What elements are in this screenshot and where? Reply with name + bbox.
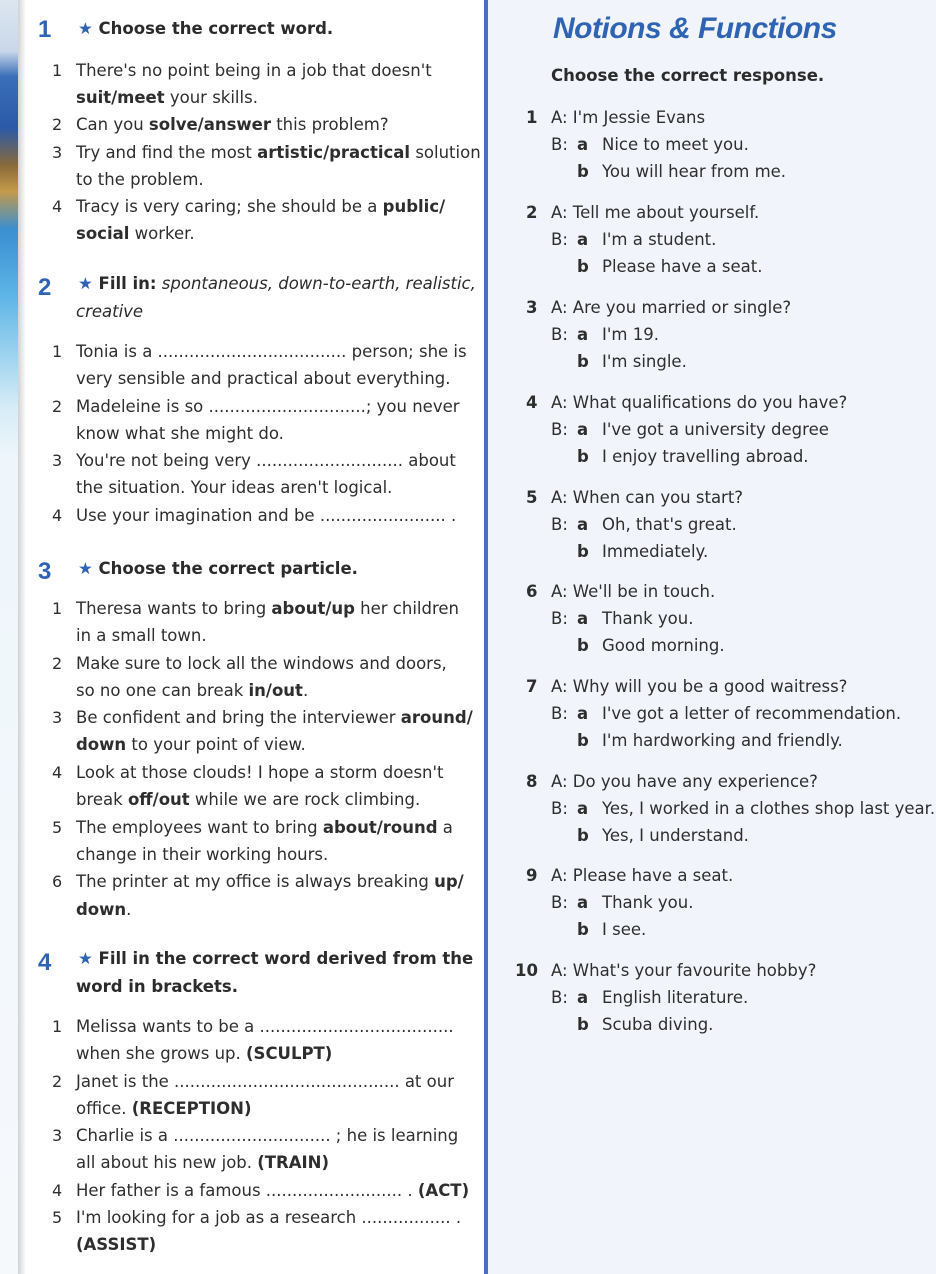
item-text: Melissa wants to be a ..................................... [76, 1017, 454, 1036]
option-b-text: Good morning. [602, 636, 725, 655]
option-a-label: a [577, 799, 589, 818]
item-number: 4 [52, 506, 63, 525]
speaker-b-label: B: [551, 325, 568, 344]
option-a-text: I've got a letter of recommendation. [602, 704, 902, 723]
speaker-a-line: A: I'm Jessie Evans [551, 108, 706, 127]
item-text: Be confident and bring the interviewer around/ [76, 708, 473, 727]
item-text: (ASSIST) [76, 1235, 157, 1254]
item-number: 6 [52, 872, 63, 891]
item-text: The employees want to bring about/round a [76, 818, 453, 837]
option-b-text: Please have a seat. [602, 257, 763, 276]
item-text: know what she might do. [76, 424, 284, 443]
item-text: Charlie is a .............................. ; he is learning [76, 1126, 459, 1145]
option-a-label: a [577, 135, 589, 154]
option-a-text: I'm 19. [602, 325, 659, 344]
option-b-text: Scuba diving. [602, 1015, 714, 1034]
option-a-label: a [577, 609, 589, 628]
exercise-title: ★ Choose the correct word. [78, 19, 334, 38]
item-number: 1 [52, 342, 63, 361]
exercise-title: ★ Choose the correct particle. [78, 559, 358, 578]
option-b-label: b [577, 1015, 589, 1034]
item-number: 1 [52, 599, 63, 618]
item-number: 3 [52, 143, 63, 162]
option-b-label: b [577, 731, 589, 750]
exercise-number: 3 [38, 558, 52, 585]
option-a-text: English literature. [602, 988, 749, 1007]
item-text: Tracy is very caring; she should be a public/ [76, 197, 446, 216]
speaker-a-line: A: What qualifications do you have? [551, 393, 848, 412]
dialogue-number: 8 [526, 772, 538, 791]
item-text: Try and find the most artistic/practical solution [76, 143, 481, 162]
item-number: 4 [52, 197, 63, 216]
exercise-title: ★ Fill in the correct word derived from the [78, 949, 474, 968]
item-number: 2 [52, 1072, 63, 1091]
item-text: There's no point being in a job that doesn't [76, 61, 432, 80]
option-b-label: b [577, 352, 589, 371]
item-number: 4 [52, 763, 63, 782]
speaker-b-label: B: [551, 230, 568, 249]
speaker-a-line: A: We'll be in touch. [551, 582, 716, 601]
dialogue-number: 10 [515, 961, 538, 980]
option-a-label: a [577, 893, 589, 912]
option-b-label: b [577, 826, 589, 845]
item-text: Use your imagination and be ........................ . [76, 506, 457, 525]
option-a-text: Thank you. [602, 609, 694, 628]
item-text: Her father is a famous .......................... . (ACT) [76, 1181, 470, 1200]
item-text: very sensible and practical about everything. [76, 369, 451, 388]
dialogue-number: 3 [526, 298, 538, 317]
item-number: 2 [52, 115, 63, 134]
item-text: break off/out while we are rock climbing. [76, 790, 421, 809]
item-text: when she grows up. (SCULPT) [76, 1044, 333, 1063]
speaker-a-line: A: Tell me about yourself. [551, 203, 760, 222]
option-b-text: I see. [602, 920, 647, 939]
dialogue-number: 2 [526, 203, 538, 222]
panel-title: Notions & Functions [553, 12, 837, 45]
item-text: Look at those clouds! I hope a storm doesn't [76, 763, 444, 782]
dialogue-number: 1 [526, 108, 538, 127]
option-a-text: I've got a university degree [602, 420, 829, 439]
item-text: I'm looking for a job as a research ................. . [76, 1208, 462, 1227]
option-b-label: b [577, 257, 589, 276]
exercise-title-line-2: word in brackets. [76, 977, 238, 996]
item-text: office. (RECEPTION) [76, 1099, 252, 1118]
option-b-text: You will hear from me. [602, 162, 787, 181]
exercise-title: ★ Fill in: spontaneous, down-to-earth, realistic, [78, 274, 476, 293]
item-text: down to your point of view. [76, 735, 306, 754]
option-a-label: a [577, 325, 589, 344]
exercise-title-line-2: creative [76, 302, 144, 321]
option-a-label: a [577, 988, 589, 1007]
item-text: Can you solve/answer this problem? [76, 115, 389, 134]
speaker-b-label: B: [551, 893, 568, 912]
panel-instruction: Choose the correct response. [551, 66, 825, 85]
speaker-b-label: B: [551, 609, 568, 628]
speaker-a-line: A: Do you have any experience? [551, 772, 818, 791]
item-text: Theresa wants to bring about/up her children [76, 599, 460, 618]
item-text: You're not being very ............................ about [76, 451, 456, 470]
speaker-b-label: B: [551, 135, 568, 154]
option-b-label: b [577, 447, 589, 466]
star-icon: ★ [78, 559, 93, 578]
item-number: 3 [52, 1126, 63, 1145]
item-number: 5 [52, 818, 63, 837]
speaker-a-line: A: What's your favourite hobby? [551, 961, 817, 980]
option-b-label: b [577, 162, 589, 181]
option-a-label: a [577, 704, 589, 723]
speaker-a-line: A: Why will you be a good waitress? [551, 677, 848, 696]
item-number: 3 [52, 451, 63, 470]
speaker-b-label: B: [551, 515, 568, 534]
option-b-text: I'm single. [602, 352, 687, 371]
speaker-b-label: B: [551, 799, 568, 818]
item-text: the situation. Your ideas aren't logical. [76, 478, 393, 497]
exercise-number: 2 [38, 274, 52, 301]
speaker-b-label: B: [551, 420, 568, 439]
page-gutter-shadow [18, 0, 26, 1274]
item-number: 2 [52, 654, 63, 673]
exercise-number: 4 [38, 949, 52, 976]
item-text: social worker. [76, 224, 195, 243]
option-a-text: I'm a student. [602, 230, 717, 249]
star-icon: ★ [78, 274, 93, 293]
option-b-text: I'm hardworking and friendly. [602, 731, 843, 750]
item-text: to the problem. [76, 170, 204, 189]
option-a-label: a [577, 420, 589, 439]
item-text: so no one can break in/out. [76, 681, 309, 700]
option-b-label: b [577, 636, 589, 655]
star-icon: ★ [78, 949, 93, 968]
item-text: Make sure to lock all the windows and doors, [76, 654, 447, 673]
option-a-text: Thank you. [602, 893, 694, 912]
item-text: Janet is the ........................................... at our [76, 1072, 454, 1091]
speaker-a-line: A: Please have a seat. [551, 866, 734, 885]
option-b-label: b [577, 542, 589, 561]
option-b-label: b [577, 920, 589, 939]
option-b-text: I enjoy travelling abroad. [602, 447, 809, 466]
item-text: suit/meet your skills. [76, 88, 258, 107]
speaker-b-label: B: [551, 988, 568, 1007]
item-text: Madeleine is so ..............................; you never [76, 397, 460, 416]
option-a-text: Yes, I worked in a clothes shop last year. [602, 799, 936, 818]
star-icon: ★ [78, 19, 93, 38]
dialogue-number: 9 [526, 866, 538, 885]
item-number: 5 [52, 1208, 63, 1227]
dialogue-number: 5 [526, 488, 538, 507]
option-a-text: Oh, that's great. [602, 515, 737, 534]
speaker-a-line: A: When can you start? [551, 488, 744, 507]
item-number: 1 [52, 61, 63, 80]
speaker-a-line: A: Are you married or single? [551, 298, 792, 317]
item-text: in a small town. [76, 626, 207, 645]
item-text: down. [76, 900, 132, 919]
item-number: 3 [52, 708, 63, 727]
option-a-text: Nice to meet you. [602, 135, 749, 154]
item-number: 1 [52, 1017, 63, 1036]
dialogue-number: 6 [526, 582, 538, 601]
item-text: Tonia is a .................................... person; she is [76, 342, 467, 361]
option-b-text: Yes, I understand. [602, 826, 749, 845]
option-b-text: Immediately. [602, 542, 709, 561]
speaker-b-label: B: [551, 704, 568, 723]
item-text: all about his new job. (TRAIN) [76, 1153, 330, 1172]
item-number: 4 [52, 1181, 63, 1200]
decorative-photo-strip [0, 0, 18, 1274]
item-number: 2 [52, 397, 63, 416]
item-text: The printer at my office is always breaking up/ [76, 872, 464, 891]
dialogue-number: 7 [526, 677, 538, 696]
panel-border [484, 0, 488, 1274]
option-a-label: a [577, 230, 589, 249]
exercise-number: 1 [38, 16, 52, 43]
item-text: change in their working hours. [76, 845, 329, 864]
dialogue-number: 4 [526, 393, 538, 412]
option-a-label: a [577, 515, 589, 534]
